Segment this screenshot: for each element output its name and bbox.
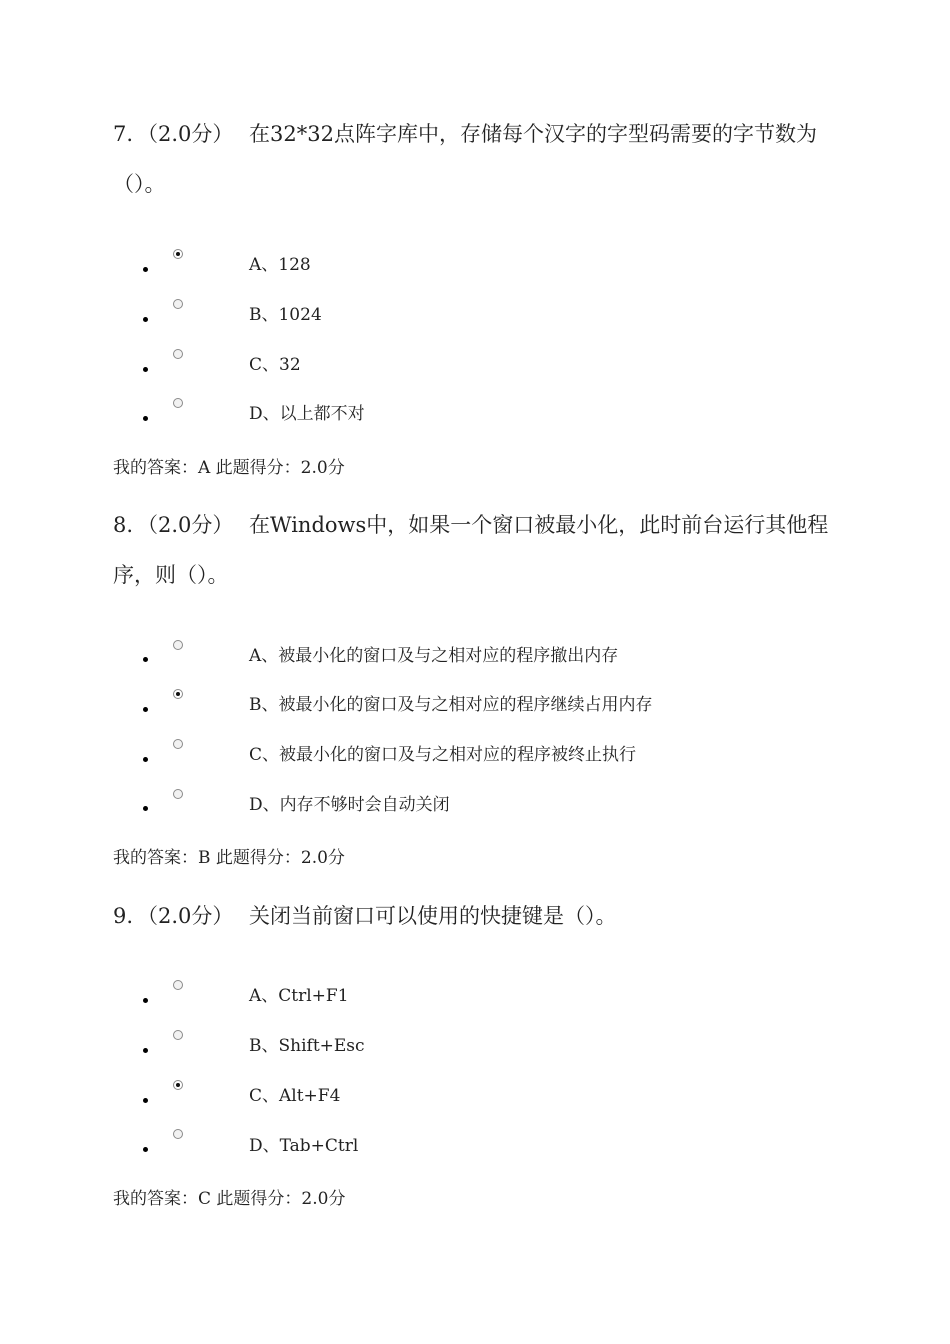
bullet-icon	[143, 806, 148, 811]
radio-icon[interactable]	[173, 398, 183, 408]
bullet-icon	[143, 1048, 148, 1053]
question-text-continued: （）。	[113, 172, 166, 196]
radio-icon[interactable]	[173, 349, 183, 359]
radio-icon[interactable]	[173, 980, 183, 990]
bullet-icon	[143, 757, 148, 762]
option-label: B、Shift+Esc	[249, 1036, 365, 1056]
my-answer: 我的答案：A 此题得分：2.0分	[113, 458, 345, 478]
radio-selected-icon[interactable]	[173, 1080, 183, 1090]
option-label: C、32	[249, 355, 301, 375]
radio-icon[interactable]	[173, 789, 183, 799]
question-text-continued: 序，则（）。	[113, 563, 229, 587]
option-label: A、128	[249, 255, 311, 275]
radio-selected-icon[interactable]	[173, 249, 183, 259]
bullet-icon	[143, 998, 148, 1003]
radio-selected-icon[interactable]	[173, 689, 183, 699]
option-label: D、以上都不对	[249, 404, 365, 424]
option-label: A、Ctrl+F1	[249, 986, 349, 1006]
option-label: D、Tab+Ctrl	[249, 1136, 359, 1156]
bullet-icon	[143, 657, 148, 662]
question-number: 7.	[113, 122, 134, 146]
bullet-icon	[143, 416, 148, 421]
radio-icon[interactable]	[173, 739, 183, 749]
option-label: A、被最小化的窗口及与之相对应的程序撤出内存	[249, 646, 619, 666]
question-text: 在32*32点阵字库中，存储每个汉字的字型码需要的字节数为	[249, 122, 817, 146]
radio-icon[interactable]	[173, 640, 183, 650]
bullet-icon	[143, 317, 148, 322]
option-label: C、Alt+F4	[249, 1086, 341, 1106]
option-label: B、1024	[249, 305, 322, 325]
radio-icon[interactable]	[173, 1129, 183, 1139]
bullet-icon	[143, 367, 148, 372]
radio-icon[interactable]	[173, 1030, 183, 1040]
question-text: 在Windows中，如果一个窗口被最小化，此时前台运行其他程	[249, 513, 829, 537]
bullet-icon	[143, 1098, 148, 1103]
bullet-icon	[143, 1147, 148, 1152]
option-label: C、被最小化的窗口及与之相对应的程序被终止执行	[249, 745, 637, 765]
option-label: D、内存不够时会自动关闭	[249, 795, 450, 815]
question-text: 关闭当前窗口可以使用的快捷键是（）。	[249, 904, 617, 928]
question-score: （2.0分）	[137, 122, 234, 146]
my-answer: 我的答案：C 此题得分：2.0分	[113, 1189, 346, 1209]
option-label: B、被最小化的窗口及与之相对应的程序继续占用内存	[249, 695, 653, 715]
bullet-icon	[143, 707, 148, 712]
my-answer: 我的答案：B 此题得分：2.0分	[113, 848, 345, 868]
question-number: 9.	[113, 904, 134, 928]
question-score: （2.0分）	[137, 513, 234, 537]
question-number: 8.	[113, 513, 134, 537]
question-score: （2.0分）	[137, 904, 234, 928]
radio-icon[interactable]	[173, 299, 183, 309]
bullet-icon	[143, 267, 148, 272]
